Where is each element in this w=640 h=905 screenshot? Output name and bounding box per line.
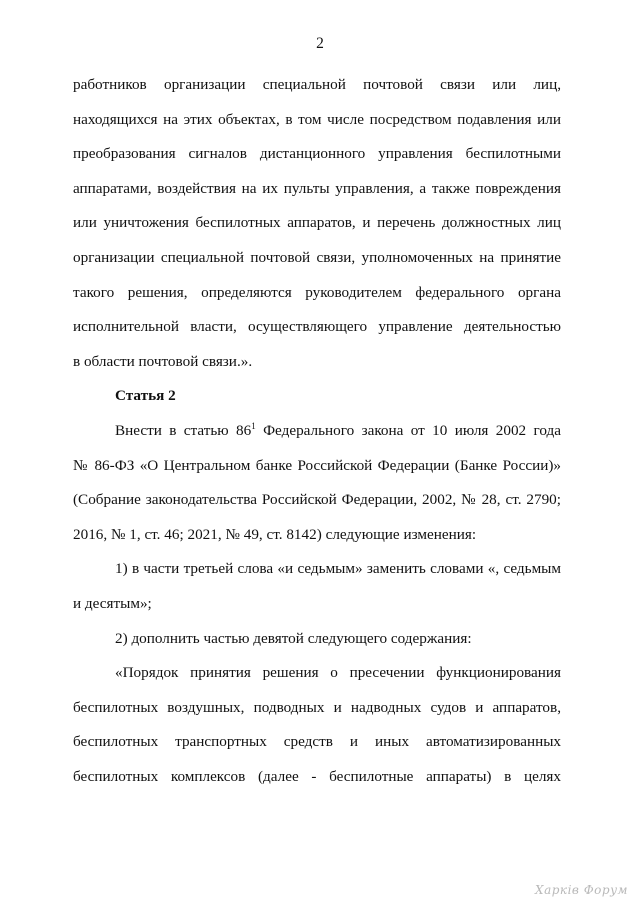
list-item-line: 1) в части третьей слова «и седьмым» заменить словами «, седьмым [115,560,561,578]
text-span: Внести в статью 86 [115,421,252,439]
paragraph-line: № 86-ФЗ «О Центральном банке Российской Федерации (Банке России)» [73,456,561,474]
paragraph-line: беспилотных комплексов (далее - беспилотные аппараты) в целях [73,767,561,785]
paragraph-line: «Порядок принятия решения о пресечении функционирования [115,664,561,682]
superscript: 1 [251,420,256,431]
paragraph-line: или уничтожения беспилотных аппаратов, и перечень должностных лиц [73,214,561,232]
article-heading: Статья 2 [115,387,176,405]
page-number: 2 [316,35,324,52]
list-item-line: 2) дополнить частью девятой следующего содержания: [115,629,472,647]
paragraph-line: преобразования сигналов дистанционного управления беспилотными [73,145,561,163]
list-item-line: и десятым»; [73,594,152,612]
document-body [73,68,561,794]
paragraph-line: беспилотных транспортных средств и иных автоматизированных [73,733,561,751]
paragraph-line: работников организации специальной почтовой связи или лиц, [73,76,561,93]
paragraph-line: (Собрание законодательства Российской Федерации, 2002, № 28, ст. 2790; [73,491,561,509]
paragraph-line: 2016, № 1, ст. 46; 2021, № 49, ст. 8142) следующие изменения: [73,525,477,543]
paragraph-line: исполнительной власти, осуществляющего управление деятельностью [73,318,561,336]
text-span: Федерального закона от 10 июля 2002 года [255,421,561,439]
paragraph-line: беспилотных воздушных, подводных и надводных судов и аппаратов, [73,698,561,716]
paragraph-line: находящихся на этих объектах, в том числе посредством подавления или [73,110,561,128]
paragraph-line: организации специальной почтовой связи, уполномоченных на принятие [73,248,561,266]
watermark: Харків Форум [535,883,628,897]
paragraph-line: аппаратами, воздействия на их пульты управления, а также повреждения [73,179,561,197]
paragraph-line [73,414,561,449]
paragraph-line: такого решения, определяются руководителем федерального органа [73,283,561,301]
paragraph-line: в области почтовой связи.». [73,352,253,370]
